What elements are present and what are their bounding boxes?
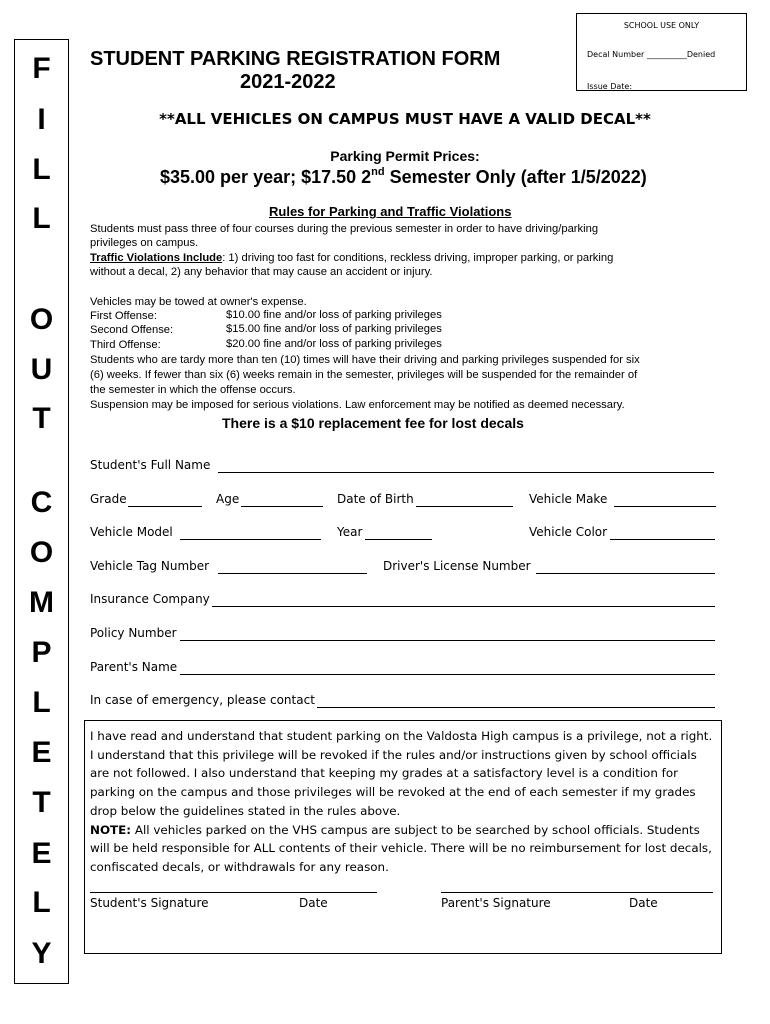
grade-input[interactable] <box>128 506 202 507</box>
side-letter: L <box>32 886 51 919</box>
price-sup: nd <box>371 166 385 178</box>
parent-name-label: Parent's Name <box>90 660 178 674</box>
issue-date-field[interactable]: Issue Date: <box>587 82 633 91</box>
permit-prices <box>160 167 647 188</box>
side-letter: T <box>32 786 51 819</box>
violations-label: Traffic Violations Include <box>90 252 223 264</box>
tardy-line: the semester in which the offense occurs. <box>90 384 296 396</box>
offense-penalty: $10.00 fine and/or loss of parking privileges <box>226 309 442 321</box>
towed-line: Vehicles may be towed at owner's expense. <box>90 296 307 308</box>
year-input[interactable] <box>365 539 432 540</box>
rules-title: Rules for Parking and Traffic Violations <box>269 204 512 219</box>
grade-label: Grade <box>90 492 127 506</box>
form-title: STUDENT PARKING REGISTRATION FORM <box>90 48 501 70</box>
parent-signature-input[interactable] <box>441 892 713 893</box>
acknowledgement-text <box>90 727 718 877</box>
student-date-label: Date <box>299 896 328 910</box>
student-signature-label: Student's Signature <box>90 896 209 910</box>
note-text: All vehicles parked on the VHS campus are subject to be searched by school officials. Students will be held responsible for ALL contents of their vehicle. There will be no reimbursement for lost decals, confiscated decals, or withdrawals for any reason. <box>90 822 712 874</box>
side-letter: O <box>29 303 54 336</box>
price-part1: $35.00 per year; $17.50 2 <box>160 167 372 187</box>
form-year: 2021-2022 <box>240 71 336 93</box>
note-label: NOTE: <box>90 822 132 837</box>
drivers-license-label: Driver's License Number <box>383 559 531 573</box>
acknowledgement-body: I have read and understand that student parking on the Valdosta High campus is a privilege, not a right. I understand that this privilege will be revoked if the rules and/or instructions given by school officials are not followed. I also understand that keeping my grades at a satisfactory level is a condition for parking on the campus and those privileges will be revoked at the end of each semester if my grades drop below the guidelines stated in the rules above. <box>90 729 713 818</box>
rules-line: Students must pass three of four courses during the previous semester in order to have driving/parking <box>90 223 599 235</box>
insurance-input[interactable] <box>212 606 715 607</box>
full-name-input[interactable] <box>218 472 714 473</box>
prices-label: Parking Permit Prices: <box>330 148 480 164</box>
policy-number-input[interactable] <box>180 640 715 641</box>
rules-line: without a decal, 2) any behavior that may cause an accident or injury. <box>90 266 433 278</box>
age-label: Age <box>216 492 240 506</box>
side-letter: I <box>37 103 46 136</box>
vehicle-make-label: Vehicle Make <box>529 492 608 506</box>
emergency-contact-input[interactable] <box>317 707 715 708</box>
side-letter: M <box>29 586 54 619</box>
decal-notice: **ALL VEHICLES ON CAMPUS MUST HAVE A VALID DECAL** <box>159 110 651 128</box>
side-letter: U <box>30 353 53 386</box>
year-label: Year <box>337 525 363 539</box>
vehicle-tag-input[interactable] <box>218 573 367 574</box>
tardy-line: Students who are tardy more than ten (10) times will have their driving and parking privileges suspended for six <box>90 354 640 366</box>
side-letter: T <box>32 402 51 435</box>
school-use-title: SCHOOL USE ONLY <box>623 21 700 30</box>
parent-date-label: Date <box>629 896 658 910</box>
student-signature-input[interactable] <box>90 892 377 893</box>
side-letter: E <box>31 736 52 769</box>
offense-label: First Offense: <box>90 310 157 322</box>
replacement-fee-notice: There is a $10 replacement fee for lost decals <box>222 415 524 431</box>
emergency-contact-label: In case of emergency, please contact <box>90 693 315 707</box>
dob-input[interactable] <box>416 506 513 507</box>
side-letter: L <box>32 686 51 719</box>
school-use-box <box>576 13 747 91</box>
side-letter: Y <box>31 937 52 970</box>
vehicle-model-input[interactable] <box>180 539 321 540</box>
vehicle-make-input[interactable] <box>614 506 716 507</box>
full-name-label: Student's Full Name <box>90 458 211 472</box>
suspension-line: Suspension may be imposed for serious violations. Law enforcement may be notified as deemed necessary. <box>90 399 625 411</box>
tardy-line: (6) weeks. If fewer than six (6) weeks remain in the semester, privileges will be suspended for the remainder of <box>90 369 638 381</box>
parent-signature-label: Parent's Signature <box>441 896 551 910</box>
offense-penalty: $15.00 fine and/or loss of parking privileges <box>226 323 442 335</box>
decal-number-field[interactable]: Decal Number __________Denied <box>587 50 716 59</box>
age-input[interactable] <box>241 506 323 507</box>
vehicle-tag-label: Vehicle Tag Number <box>90 559 210 573</box>
side-letter: O <box>29 536 54 569</box>
offense-penalty: $20.00 fine and/or loss of parking privileges <box>226 338 442 350</box>
side-letter: C <box>30 486 53 519</box>
dob-label: Date of Birth <box>337 492 414 506</box>
fill-out-completely-banner <box>14 39 69 984</box>
side-letter: L <box>32 153 51 186</box>
side-letter: F <box>32 52 51 85</box>
offense-label: Third Offense: <box>90 339 161 351</box>
policy-number-label: Policy Number <box>90 626 177 640</box>
drivers-license-input[interactable] <box>536 573 715 574</box>
insurance-label: Insurance Company <box>90 592 210 606</box>
parent-name-input[interactable] <box>180 674 715 675</box>
price-part2: Semester Only (after 1/5/2022) <box>384 167 647 187</box>
vehicle-color-label: Vehicle Color <box>529 525 608 539</box>
side-letter: P <box>31 636 52 669</box>
offense-label: Second Offense: <box>90 324 174 336</box>
violations-rest: : 1) driving too fast for conditions, reckless driving, improper parking, or parking <box>222 252 614 264</box>
vehicle-model-label: Vehicle Model <box>90 525 173 539</box>
side-letter: E <box>31 837 52 870</box>
rules-line: privileges on campus. <box>90 237 199 249</box>
violations-line <box>90 251 613 265</box>
vehicle-color-input[interactable] <box>610 539 715 540</box>
side-letter: L <box>32 202 51 235</box>
